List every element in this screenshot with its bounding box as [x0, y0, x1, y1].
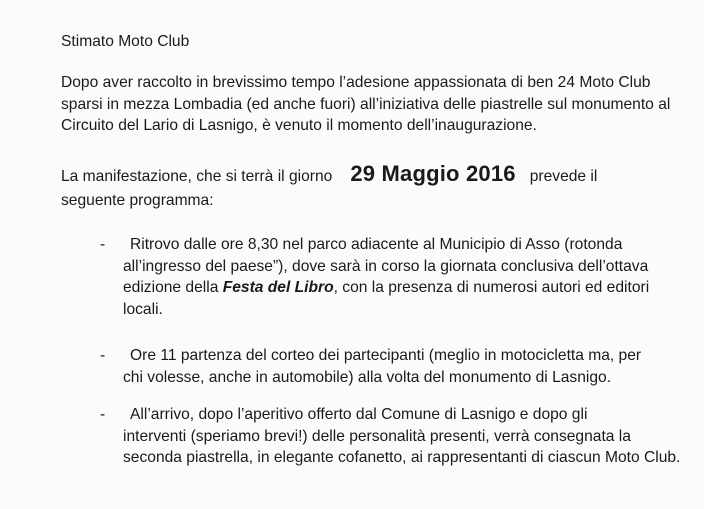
program-item-continuation	[123, 256, 690, 321]
program-item-continuation: chi volesse, anche in automobile) alla volta del monumento di Lasnigo.	[123, 368, 612, 386]
event-announcement	[61, 162, 681, 213]
program-item-first-line: Ritrovo dalle ore 8,30 nel parco adiacente al Municipio di Asso (rotonda	[130, 236, 623, 253]
festival-title: Festa del Libro	[222, 279, 334, 296]
program-item-text	[100, 234, 690, 320]
salutation: Stimato Moto Club	[61, 33, 190, 50]
announcement-text: La manifestazione, che si terrà il giorno	[61, 168, 333, 185]
program-item-text	[100, 345, 690, 388]
program-item-first-line: All’arrivo, dopo l’aperitivo offerto dal Comune di Lasnigo e dopo gli	[130, 406, 588, 423]
program-item-text-part-end: , con la presenza di numerosi autori ed editori locali.	[123, 279, 650, 318]
program-item-first-line: Ore 11 partenza del corteo dei partecipanti (meglio in motocicletta ma, per	[130, 347, 642, 364]
program-item-text-part: all’ingresso del paese”), dove sarà in corso la giornata conclusiva dell’ottava edizione della	[123, 257, 649, 296]
program-item	[100, 234, 690, 320]
bullet-dash: -	[100, 236, 106, 253]
program-item-text	[100, 404, 690, 469]
announcement-text-end: prevede il	[529, 168, 598, 185]
event-date: 29 Maggio 2016	[350, 161, 516, 186]
program-item	[100, 345, 690, 388]
intro-paragraph: Dopo aver raccolto in brevissimo tempo l’adesione appassionata di ben 24 Moto Club sparsi in mezza Lombadia (ed anche fuori) all’iniziativa delle piastrelle sul monumento al Circuito del Lario di Lasnigo, è venuto il momento dell’inaugurazione.	[61, 74, 671, 134]
bullet-dash: -	[100, 406, 106, 423]
program-item-continuation: interventi (speriamo brevi!) delle personalità presenti, verrà consegnata la seconda piastrella, in elegante cofanetto, ai rappresentanti di ciascun Moto Club.	[123, 427, 681, 466]
bullet-dash: -	[100, 347, 106, 364]
announcement-line-2: seguente programma:	[61, 192, 214, 209]
program-item	[100, 404, 690, 469]
